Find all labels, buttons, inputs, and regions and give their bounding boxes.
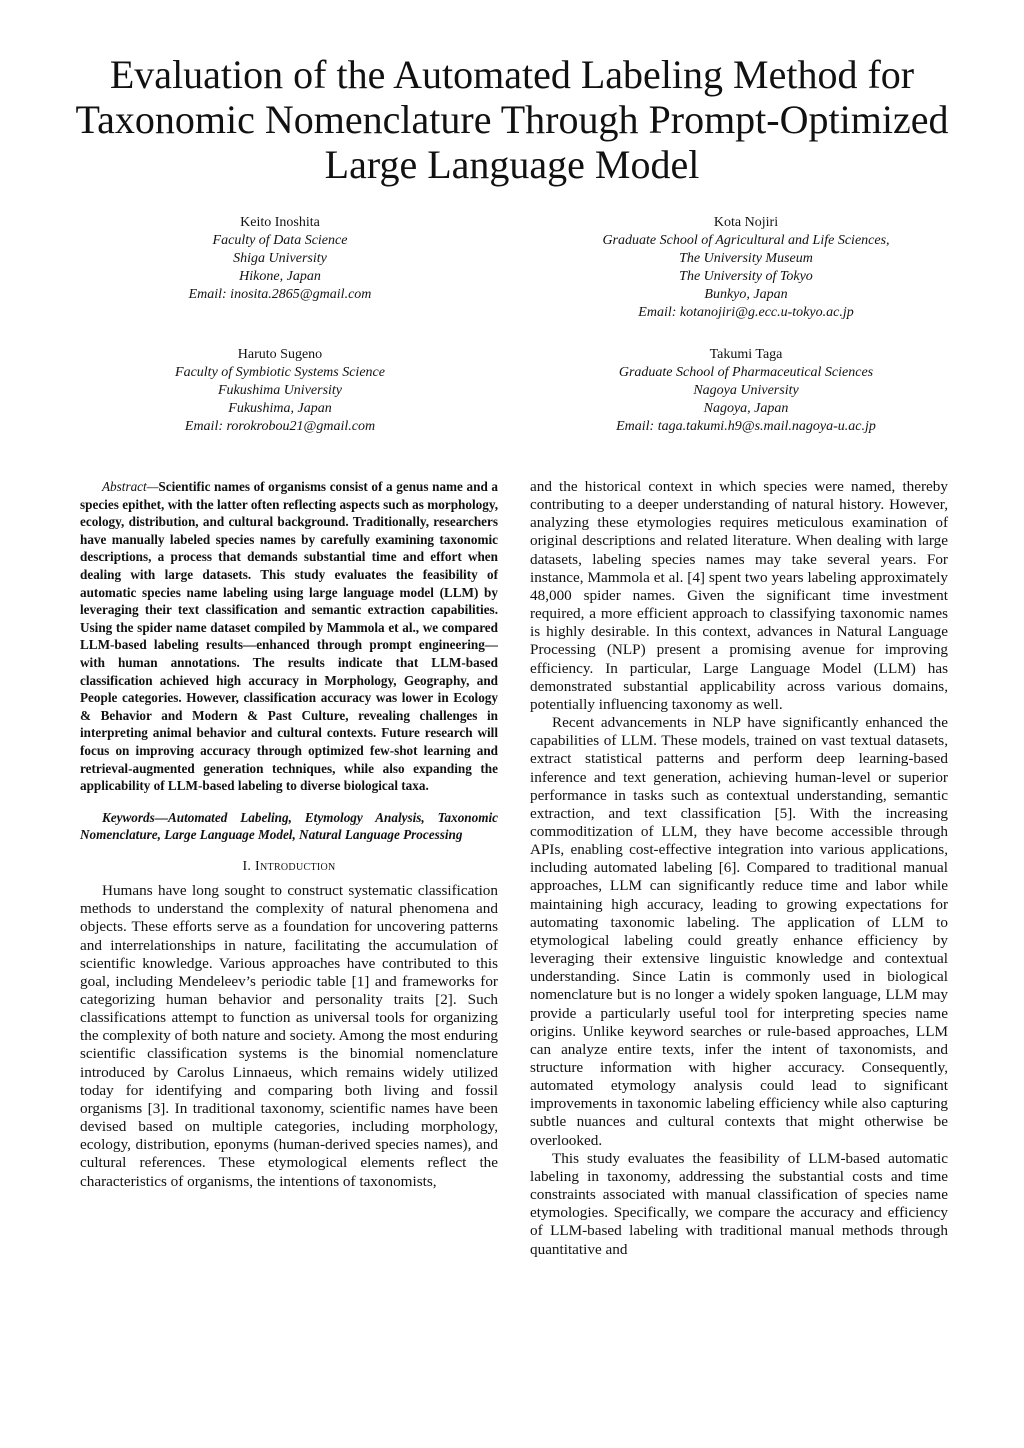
author-email: Email: taga.takumi.h9@s.mail.nagoya-u.ac.jp <box>616 419 876 434</box>
section-heading-introduction: I. Introduction <box>242 858 336 874</box>
author-block-4 <box>536 346 956 436</box>
paper-title: Evaluation of the Automated Labeling Method for Taxonomic Nomenclature Through Prompt-Optimized Large Language Model <box>75 52 949 187</box>
author-affiliation: Nagoya University <box>693 383 799 398</box>
author-name: Kota Nojiri <box>713 215 779 230</box>
author-affiliation: Fukushima University <box>217 383 343 398</box>
author-email: Email: rorokrobou21@gmail.com <box>184 419 376 434</box>
author-name: Haruto Sugeno <box>237 347 323 362</box>
abstract-label: Abstract— <box>102 479 159 494</box>
intro-paragraph-2: Recent advancements in NLP have significantly enhanced the capabilities of LLM. These models, trained on vast textual datasets, extract statistical patterns and perform deep learning-based inference and text generation, achieving human-level or superior performance in tasks such as contextual understanding, semantic extraction, and text classification [5]. With the increasing commoditization of LLM, they have become accessible through APIs, enabling cost-effective integration into various applications, including automated labeling [6]. Compared to traditional manual approaches, LLM can significantly reduce time and labor while maintaining high accuracy, leading to growing expectations for automating taxonomic labeling. The application of LLM to etymological labeling could greatly enhance efficiency by leveraging their extensive linguistic knowledge and contextual understanding. Since Latin is commonly used in biological nomenclature but is no longer a widely spoken language, LLM may provide a particularly useful tool for interpreting species name origins. Unlike keyword searches or rule-based approaches, LLM can analyze entire texts, infer the intent of taxonomists, and structure information with higher accuracy. Consequently, automated etymology analysis could lead to significant improvements in taxonomic labeling efficiency while also capturing subtle nuances and cultural contexts that might otherwise be overlooked. <box>530 714 948 1149</box>
author-affiliation: The University Museum <box>679 251 813 266</box>
author-location: Bunkyo, Japan <box>704 287 788 302</box>
author-affiliation: Faculty of Data Science <box>212 233 348 248</box>
abstract-text: Scientific names of organisms consist of a genus name and a species epithet, with the latter often reflecting aspects such as morphology, ecology, distribution, and cultural background. Traditionally, researchers have manually labeled species names by carefully examining taxonomic descriptions, a process that demands substantial time and effort when dealing with large datasets. This study evaluates the feasibility of automatic species name labeling using large language model (LLM) by leveraging their text classification and semantic extraction capabilities. Using the spider name dataset compiled by Mammola et al., we compared LLM-based labeling results—enhanced through prompt engineering—with human annotations. The results indicate that LLM-based classification achieved high accuracy in Morphology, Geography, and People categories. However, classification accuracy was lower in Ecology & Behavior and Modern & Past Culture, revealing challenges in interpreting animal behavior and cultural contexts. Future research will focus on improving accuracy through optimized few-shot learning and retrieval-augmented generation techniques, while also expanding the applicability of LLM-based labeling to diverse biological taxa. <box>80 479 498 794</box>
author-block-2 <box>536 214 956 322</box>
abstract <box>80 478 498 795</box>
author-affiliation: Graduate School of Agricultural and Life Sciences, <box>602 233 890 248</box>
author-location: Hikone, Japan <box>239 269 321 284</box>
author-block-3 <box>70 346 490 436</box>
author-name: Takumi Taga <box>709 347 783 362</box>
author-affiliation: Graduate School of Pharmaceutical Sciences <box>618 365 874 380</box>
author-affiliation: Shiga University <box>233 251 327 266</box>
author-affiliation: The University of Tokyo <box>679 269 813 284</box>
author-name: Keito Inoshita <box>240 215 320 230</box>
keywords <box>80 809 498 844</box>
author-block-1 <box>70 214 490 304</box>
keywords-text: Automated Labeling, Etymology Analysis, Taxonomic Nomenclature, Large Language Model, Natural Language Processing <box>80 809 498 843</box>
author-email: Email: inosita.2865@gmail.com <box>188 287 372 302</box>
author-location: Fukushima, Japan <box>228 401 332 416</box>
intro-paragraph-1-continued: and the historical context in which species were named, thereby contributing to a deeper understanding of natural history. However, analyzing these etymologies requires meticulous examination of original descriptions and related literature. When dealing with large datasets, labeling species names may take several years. For instance, Mammola et al. [4] spent two years labeling approximately 48,000 spider names. Given the significant time investment required, a more efficient approach to classifying taxonomic names is highly desirable. In this context, advances in Natural Language Processing (NLP) present a promising avenue for improving efficiency. In particular, Large Language Model (LLM) has demonstrated substantial applicability across various domains, potentially influencing taxonomy as well. <box>530 478 948 713</box>
author-email: Email: kotanojiri@g.ecc.u-tokyo.ac.jp <box>638 305 854 320</box>
author-affiliation: Faculty of Symbiotic Systems Science <box>175 365 385 380</box>
author-location: Nagoya, Japan <box>703 401 789 416</box>
intro-paragraph-1: Humans have long sought to construct systematic classification methods to understand the complexity of natural phenomena and objects. These efforts serve as a foundation for uncovering patterns and interrelationships in nature, facilitating the accumulation of scientific knowledge. Various approaches have contributed to this goal, including Mendeleev’s periodic table [1] and frameworks for categorizing human behavior and personality traits [2]. Such classifications attempt to function as universal tools for organizing the complexity of both nature and society. Among the most enduring scientific classification systems is the binomial nomenclature introduced by Carolus Linnaeus, which remains widely utilized today for identifying and comparing both living and fossil organisms [3]. In traditional taxonomy, scientific names have been devised based on multiple categories, including morphology, ecology, distribution, eponyms (human-derived species names), and cultural references. These etymological elements reflect the characteristics of organisms, the intentions of taxonomists, <box>80 882 498 1190</box>
left-column <box>80 478 498 1191</box>
right-column <box>530 478 948 1259</box>
intro-paragraph-3: This study evaluates the feasibility of LLM-based automatic labeling in taxonomy, addressing the substantial costs and time constraints associated with manual classification of species name etymologies. Specifically, we compare the accuracy and efficiency of LLM-based labeling with traditional manual methods through quantitative and <box>530 1149 948 1258</box>
keywords-label: Keywords— <box>102 809 168 825</box>
